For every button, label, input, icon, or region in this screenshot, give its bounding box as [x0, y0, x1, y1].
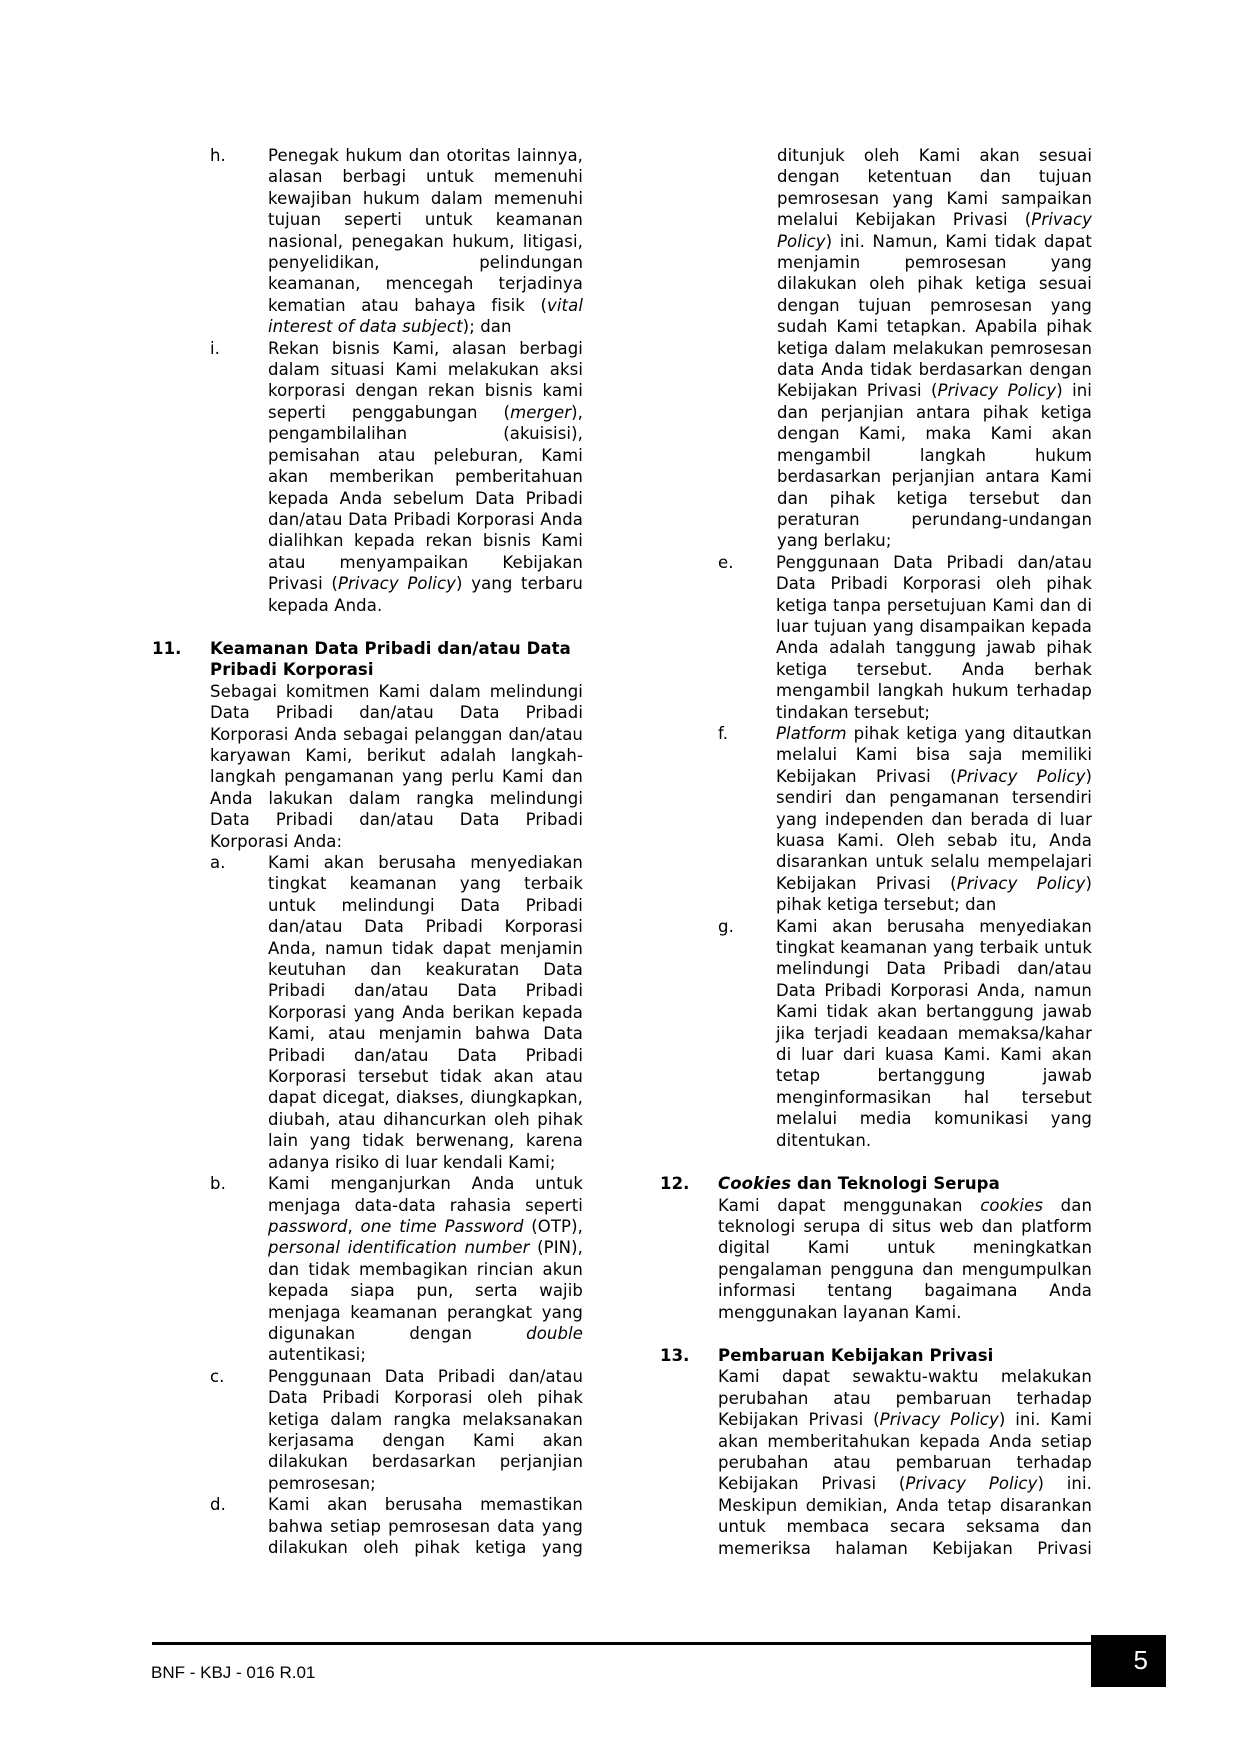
- continuation-paragraph: ditunjuk oleh Kami akan sesuai dengan ketentuan dan tujuan pemrosesan yang Kami sampaikan melalui Kebijakan Privasi (Privacy Policy) ini. Namun, Kami tidak dapat menjamin pemrosesan yang dilakukan oleh pihak ketiga sesuai dengan tujuan pemrosesan yang sudah Kami tetapkan. Apabila pihak ketiga dalam melakukan pemrosesan data Anda tidak berdasarkan dengan Kebijakan Privasi (Privacy Policy) ini dan perjanjian antara pihak ketiga dengan Kami, maka Kami akan mengambil langkah hukum berdasarkan perjanjian antara Kami dan pihak ketiga tersebut dan peraturan perundang-undangan yang berlaku;: [777, 146, 1092, 551]
- list-item-text: Penggunaan Data Pribadi dan/atau Data Pribadi Korporasi oleh pihak ketiga dalam rangka melaksanakan kerjasama dengan Kami akan dilakukan berdasarkan perjanjian pemrosesan;: [268, 1366, 583, 1493]
- left-column: [152, 145, 583, 1559]
- footer-rule: [152, 1642, 1091, 1645]
- list-marker: d.: [210, 1495, 226, 1515]
- page-number: 5: [1133, 1645, 1148, 1676]
- list-item-a: [210, 852, 583, 1173]
- section-body: Kami dapat sewaktu-waktu melakukan perubahan atau pembaruan terhadap Kebijakan Privasi (Privacy Policy) ini. Kami akan memberitahukan kepada Anda setiap perubahan atau pembaruan terhadap Kebijakan Privasi (Privacy Policy) ini. Meskipun demikian, Anda tetap disarankan untuk membaca secara seksama dan memeriksa halaman Kebijakan Privasi: [718, 1367, 1093, 1558]
- list-item-text: Platform pihak ketiga yang ditautkan melalui Kami bisa saja memiliki Kebijakan Privasi (Privacy Policy) sendiri dan pengamanan tersendiri yang independen dan berada di luar kuasa Kami. Oleh sebab itu, Anda disarankan untuk selalu mempelajari Kebijakan Privasi (Privacy Policy) pihak ketiga tersebut; dan: [776, 723, 1092, 915]
- list-marker: a.: [210, 853, 226, 872]
- section-items: [210, 852, 583, 1558]
- list-item-text: Kami akan berusaha menyediakan tingkat keamanan yang terbaik untuk melindungi Data Pribadi dan/atau Data Pribadi Korporasi Anda, namun Kami tidak akan bertanggung jawab jika terjadi keadaan memaksa/kahar di luar dari kuasa Kami. Kami akan tetap bertanggung jawab menginformasikan hal tersebut melalui media komunikasi yang ditentukan.: [776, 916, 1092, 1150]
- section-title: Pembaruan Kebijakan Privasi: [718, 1345, 994, 1365]
- list-item-text: Kami akan berusaha menyediakan tingkat keamanan yang terbaik untuk melindungi Data Pribadi dan/atau Data Pribadi Korporasi Anda, namun tidak dapat menjamin keutuhan dan keakuratan Data Pribadi dan/atau Data Pribadi Korporasi yang Anda berikan kepada Kami, atau menjamin bahwa Data Pribadi dan/atau Data Pribadi Korporasi tersebut tidak akan atau dapat dicegat, diakses, diungkapkan, diubah, atau dihancurkan oleh pihak lain yang tidak berwenang, karena adanya risiko di luar kendali Kami;: [268, 853, 583, 1172]
- section-header: [660, 1173, 1092, 1194]
- list-marker: f.: [718, 723, 729, 743]
- list-item-text: Penegak hukum dan otoritas lainnya, alasan berbagi untuk memenuhi kewajiban hukum dalam memenuhi tujuan seperti untuk keamanan nasional, penegakan hukum, litigasi, penyelidikan, pelindungan keamanan, mencegah terjadinya kematian atau bahaya fisik (vital interest of data subject); dan: [268, 146, 583, 337]
- right-column: [660, 145, 1092, 1559]
- list-item-f: [718, 723, 1092, 916]
- section-number: 11.: [152, 638, 182, 658]
- list-item-text: Penggunaan Data Pribadi dan/atau Data Pribadi Korporasi oleh pihak ketiga tanpa persetujuan Kami dan di luar tujuan yang disampaikan kepada Anda adalah tanggung jawab pihak ketiga tersebut. Anda berhak mengambil langkah hukum terhadap tindakan tersebut;: [776, 552, 1092, 722]
- continued-list: [718, 552, 1092, 1151]
- list-marker: c.: [210, 1366, 225, 1386]
- section-body: Kami dapat menggunakan cookies dan teknologi serupa di situs web dan platform digital Kami untuk meningkatkan pengalaman pengguna dan mengumpulkan informasi tentang bagaimana Anda menggunakan layanan Kami.: [718, 1195, 1092, 1322]
- section-header: [152, 638, 583, 681]
- page-content: [152, 145, 1092, 1559]
- list-item-e: [718, 552, 1092, 723]
- section-13: [660, 1345, 1092, 1559]
- list-item-i: [210, 338, 583, 616]
- list-marker: e.: [718, 552, 734, 572]
- continued-list: [210, 145, 583, 616]
- list-item-text: Rekan bisnis Kami, alasan berbagi dalam situasi Kami melakukan aksi korporasi dengan rekan bisnis kami seperti penggabungan (merger), pengambilalihan (akuisisi), pemisahan atau peleburan, Kami akan memberikan pemberitahuan kepada Anda sebelum Data Pribadi dan/atau Data Pribadi Korporasi Anda dialihkan kepada rekan bisnis Kami atau menyampaikan Kebijakan Privasi (Privacy Policy) yang terbaru kepada Anda.: [268, 338, 583, 615]
- list-item-d: [210, 1494, 583, 1558]
- section-intro: Sebagai komitmen Kami dalam melindungi Data Pribadi dan/atau Data Pribadi Korporasi Anda sebagai pelanggan dan/atau karyawan Kami, berikut adalah langkah-langkah pengamanan yang perlu Kami dan Anda lakukan dalam rangka melindungi Data Pribadi dan/atau Data Pribadi Korporasi Anda:: [210, 681, 583, 851]
- list-marker: i.: [210, 338, 221, 358]
- list-marker: g.: [718, 916, 734, 936]
- section-header: [660, 1345, 1092, 1366]
- list-marker: b.: [210, 1174, 226, 1194]
- list-item-h: [210, 145, 583, 338]
- list-item-text: Kami akan berusaha memastikan bahwa setiap pemrosesan data yang dilakukan oleh pihak ketiga yang: [268, 1495, 583, 1557]
- section-12: [660, 1173, 1092, 1323]
- list-item-text: Kami menganjurkan Anda untuk menjaga data-data rahasia seperti password, one time Password (OTP), personal identification number (PIN), dan tidak membagikan rincian akun kepada siapa pun, serta wajib menjaga keamanan perangkat yang digunakan dengan double autentikasi;: [268, 1174, 583, 1365]
- footer-doc-code: BNF - KBJ - 016 R.01: [151, 1663, 316, 1682]
- list-item-b: [210, 1173, 583, 1366]
- section-number: 13.: [660, 1345, 690, 1365]
- page-number-badge: [1091, 1635, 1166, 1687]
- section-11: [152, 638, 583, 1558]
- list-marker: h.: [210, 146, 226, 165]
- section-title: Keamanan Data Pribadi dan/atau Data Pribadi Korporasi: [210, 638, 571, 680]
- list-item-c: [210, 1366, 583, 1494]
- section-number: 12.: [660, 1174, 690, 1194]
- list-item-g: [718, 916, 1092, 1151]
- section-title: Cookies dan Teknologi Serupa: [718, 1174, 1000, 1194]
